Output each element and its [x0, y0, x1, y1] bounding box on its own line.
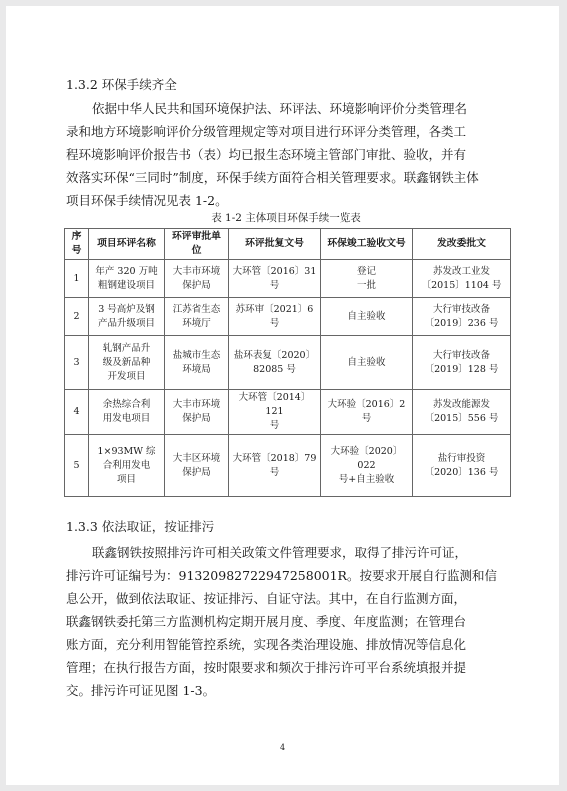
cell-text: 苏发改能源发	[432, 399, 490, 410]
cell-text: 82085 号	[253, 363, 296, 375]
cell-text: 1×93MW 综	[97, 445, 156, 457]
section-heading-1-3-3: 1.3.3 依法取证，按证排污	[66, 519, 215, 534]
text-line: 联鑫钢铁按照排污许可相关政策文件管理要求，取得了排污许可证，	[92, 545, 468, 560]
cell-text: 大环管〔2014〕121	[238, 392, 311, 417]
table-cell	[165, 435, 229, 497]
cell-text: 5	[73, 459, 80, 471]
cell-text: 环境厅	[182, 317, 211, 329]
table-row	[65, 336, 511, 390]
text-line: 息公开，做到依法取证、按证排污、自证守法。其中，在自行监测方面，	[66, 591, 467, 606]
document-page	[6, 6, 559, 785]
cell-text: 大行审技改备	[432, 303, 490, 315]
cell-text: 大丰市环境	[172, 265, 221, 277]
table-cell	[89, 435, 165, 497]
cell-text: 3	[73, 356, 80, 368]
table-cell	[229, 435, 321, 497]
table-header-row	[65, 229, 511, 260]
cell-text: 级及新品种	[102, 356, 151, 368]
cell-text: 轧钢产品升	[102, 342, 151, 354]
table-cell	[413, 260, 511, 298]
cell-text: 〔2019〕236 号	[424, 317, 499, 329]
table-cell	[229, 390, 321, 435]
cell-text: 〔2015〕556 号	[424, 413, 499, 424]
table-cell	[229, 298, 321, 336]
column-header	[65, 229, 89, 260]
column-header	[413, 229, 511, 260]
column-header-text: 项目环评名称	[97, 238, 156, 249]
text-line: 依据中华人民共和国环境保护法、环评法、环境影响评价分类管理名	[92, 101, 468, 116]
cell-text: 盐城市生态	[172, 349, 221, 361]
cell-text: 1	[73, 272, 80, 284]
cell-text: 开发项目	[107, 370, 146, 382]
paragraph-permit	[66, 541, 506, 702]
cell-text: 保护局	[182, 413, 211, 424]
column-header-text: 位	[191, 245, 202, 256]
text-line: 项目环保手续情况见表 1-2。	[66, 193, 228, 208]
cell-text: 登记	[356, 265, 376, 277]
cell-text: 一批	[356, 279, 376, 291]
table-cell	[229, 260, 321, 298]
cell-text: 4	[73, 406, 80, 417]
text-line: 排污许可证编号为：91320982722947258001R。按要求开展自行监测和信	[66, 568, 497, 583]
cell-text: 合利用发电	[102, 459, 151, 471]
cell-text: 大环验〔2020〕022	[330, 445, 403, 471]
column-header	[165, 229, 229, 260]
table-cell	[165, 260, 229, 298]
text-line: 程环境影响评价报告书（表）均已报生态环境主管部门审批、验收，并有	[66, 147, 467, 162]
cell-text: 号	[269, 420, 280, 431]
column-header-text: 环保竣工验收文号	[327, 238, 406, 249]
cell-text: 大丰区环境	[172, 452, 221, 464]
table-cell	[413, 390, 511, 435]
cell-text: 产品升级项目	[97, 317, 155, 329]
cell-text: 盐行审投资	[437, 452, 486, 464]
table-cell	[89, 298, 165, 336]
table-cell	[165, 336, 229, 390]
paragraph-env-procedures	[66, 97, 506, 212]
cell-text: 江苏省生态	[172, 303, 221, 315]
page-number: 4	[279, 743, 286, 752]
cell-text: 余热综合利	[102, 399, 151, 410]
column-header-text: 号	[71, 245, 82, 256]
table-row	[65, 390, 511, 435]
table-cell	[65, 260, 89, 298]
section-heading-1-3-2: 1.3.2 环保手续齐全	[66, 77, 177, 92]
cell-text: 自主验收	[347, 356, 386, 368]
table-row	[65, 298, 511, 336]
cell-text: 环境局	[182, 363, 211, 375]
table-cell	[65, 336, 89, 390]
cell-text: 大环管〔2018〕79	[232, 452, 317, 464]
cell-text: 用发电项目	[102, 413, 151, 424]
cell-text: 号+自主验收	[338, 473, 395, 485]
table-cell	[165, 298, 229, 336]
cell-text: 粗钢建设项目	[97, 279, 155, 291]
cell-text: 号	[361, 413, 372, 424]
table-cell	[321, 260, 413, 298]
table-cell	[65, 298, 89, 336]
text-line: 联鑫钢铁委托第三方监测机构定期开展月度、季度、年度监测；在管理台	[66, 614, 467, 629]
text-line: 效落实环保“三同时”制度，环保手续方面符合相关管理要求。联鑫钢铁主体	[66, 170, 479, 185]
cell-text: 保护局	[182, 279, 211, 291]
cell-text: 〔2019〕128 号	[424, 363, 499, 375]
column-header-text: 序	[71, 231, 82, 242]
cell-text: 项目	[116, 473, 136, 485]
env-procedures-table	[64, 228, 511, 497]
text-line: 管理；在执行报告方面，按时限要求和频次于排污许可平台系统填报并提	[66, 660, 467, 675]
table-cell	[413, 336, 511, 390]
table-caption: 表 1-2 主体项目环保手续一览表	[211, 212, 361, 224]
cell-text: 盐环表复〔2020〕	[233, 349, 316, 361]
table-cell	[65, 390, 89, 435]
column-header	[229, 229, 321, 260]
table-cell	[413, 435, 511, 497]
cell-text: 自主验收	[347, 310, 386, 322]
text-line: 录和地方环境影响评价分级管理规定等对项目进行环评分类管理，各类工	[66, 124, 467, 139]
column-header-text: 环评审批单	[172, 231, 221, 242]
column-header-text: 发改委批文	[437, 238, 486, 249]
cell-text: 大环管〔2016〕31	[232, 265, 317, 277]
table-cell	[321, 336, 413, 390]
cell-text: 2	[73, 310, 80, 322]
table-cell	[89, 336, 165, 390]
table-cell	[321, 298, 413, 336]
table-cell	[321, 435, 413, 497]
cell-text: 苏环审〔2021〕6 号	[235, 303, 314, 329]
table-cell	[89, 390, 165, 435]
cell-text: 保护局	[182, 466, 211, 478]
cell-text: 〔2015〕1104 号	[421, 279, 502, 291]
cell-text: 大行审技改备	[432, 349, 490, 361]
table-cell	[165, 390, 229, 435]
column-header	[321, 229, 413, 260]
cell-text: 〔2020〕136 号	[424, 466, 499, 478]
table-cell	[413, 298, 511, 336]
table-cell	[229, 336, 321, 390]
column-header-text: 环评批复文号	[245, 238, 304, 249]
table-cell	[321, 390, 413, 435]
text-line: 交。排污许可证见图 1-3。	[66, 683, 216, 698]
column-header	[89, 229, 165, 260]
cell-text: 号	[269, 279, 280, 291]
cell-text: 号	[269, 466, 280, 478]
cell-text: 年产 320 万吨	[95, 265, 158, 277]
table-row	[65, 435, 511, 497]
cell-text: 苏发改工业发	[432, 265, 490, 277]
cell-text: 大丰市环境	[172, 399, 221, 410]
text-line: 账方面，充分利用智能管控系统，实现各类治理设施、排放情况等信息化	[66, 637, 467, 652]
table-cell	[65, 435, 89, 497]
table-cell	[89, 260, 165, 298]
table-row	[65, 260, 511, 298]
cell-text: 大环验〔2016〕2	[327, 399, 406, 410]
cell-text: 3 号高炉及钢	[98, 303, 155, 315]
